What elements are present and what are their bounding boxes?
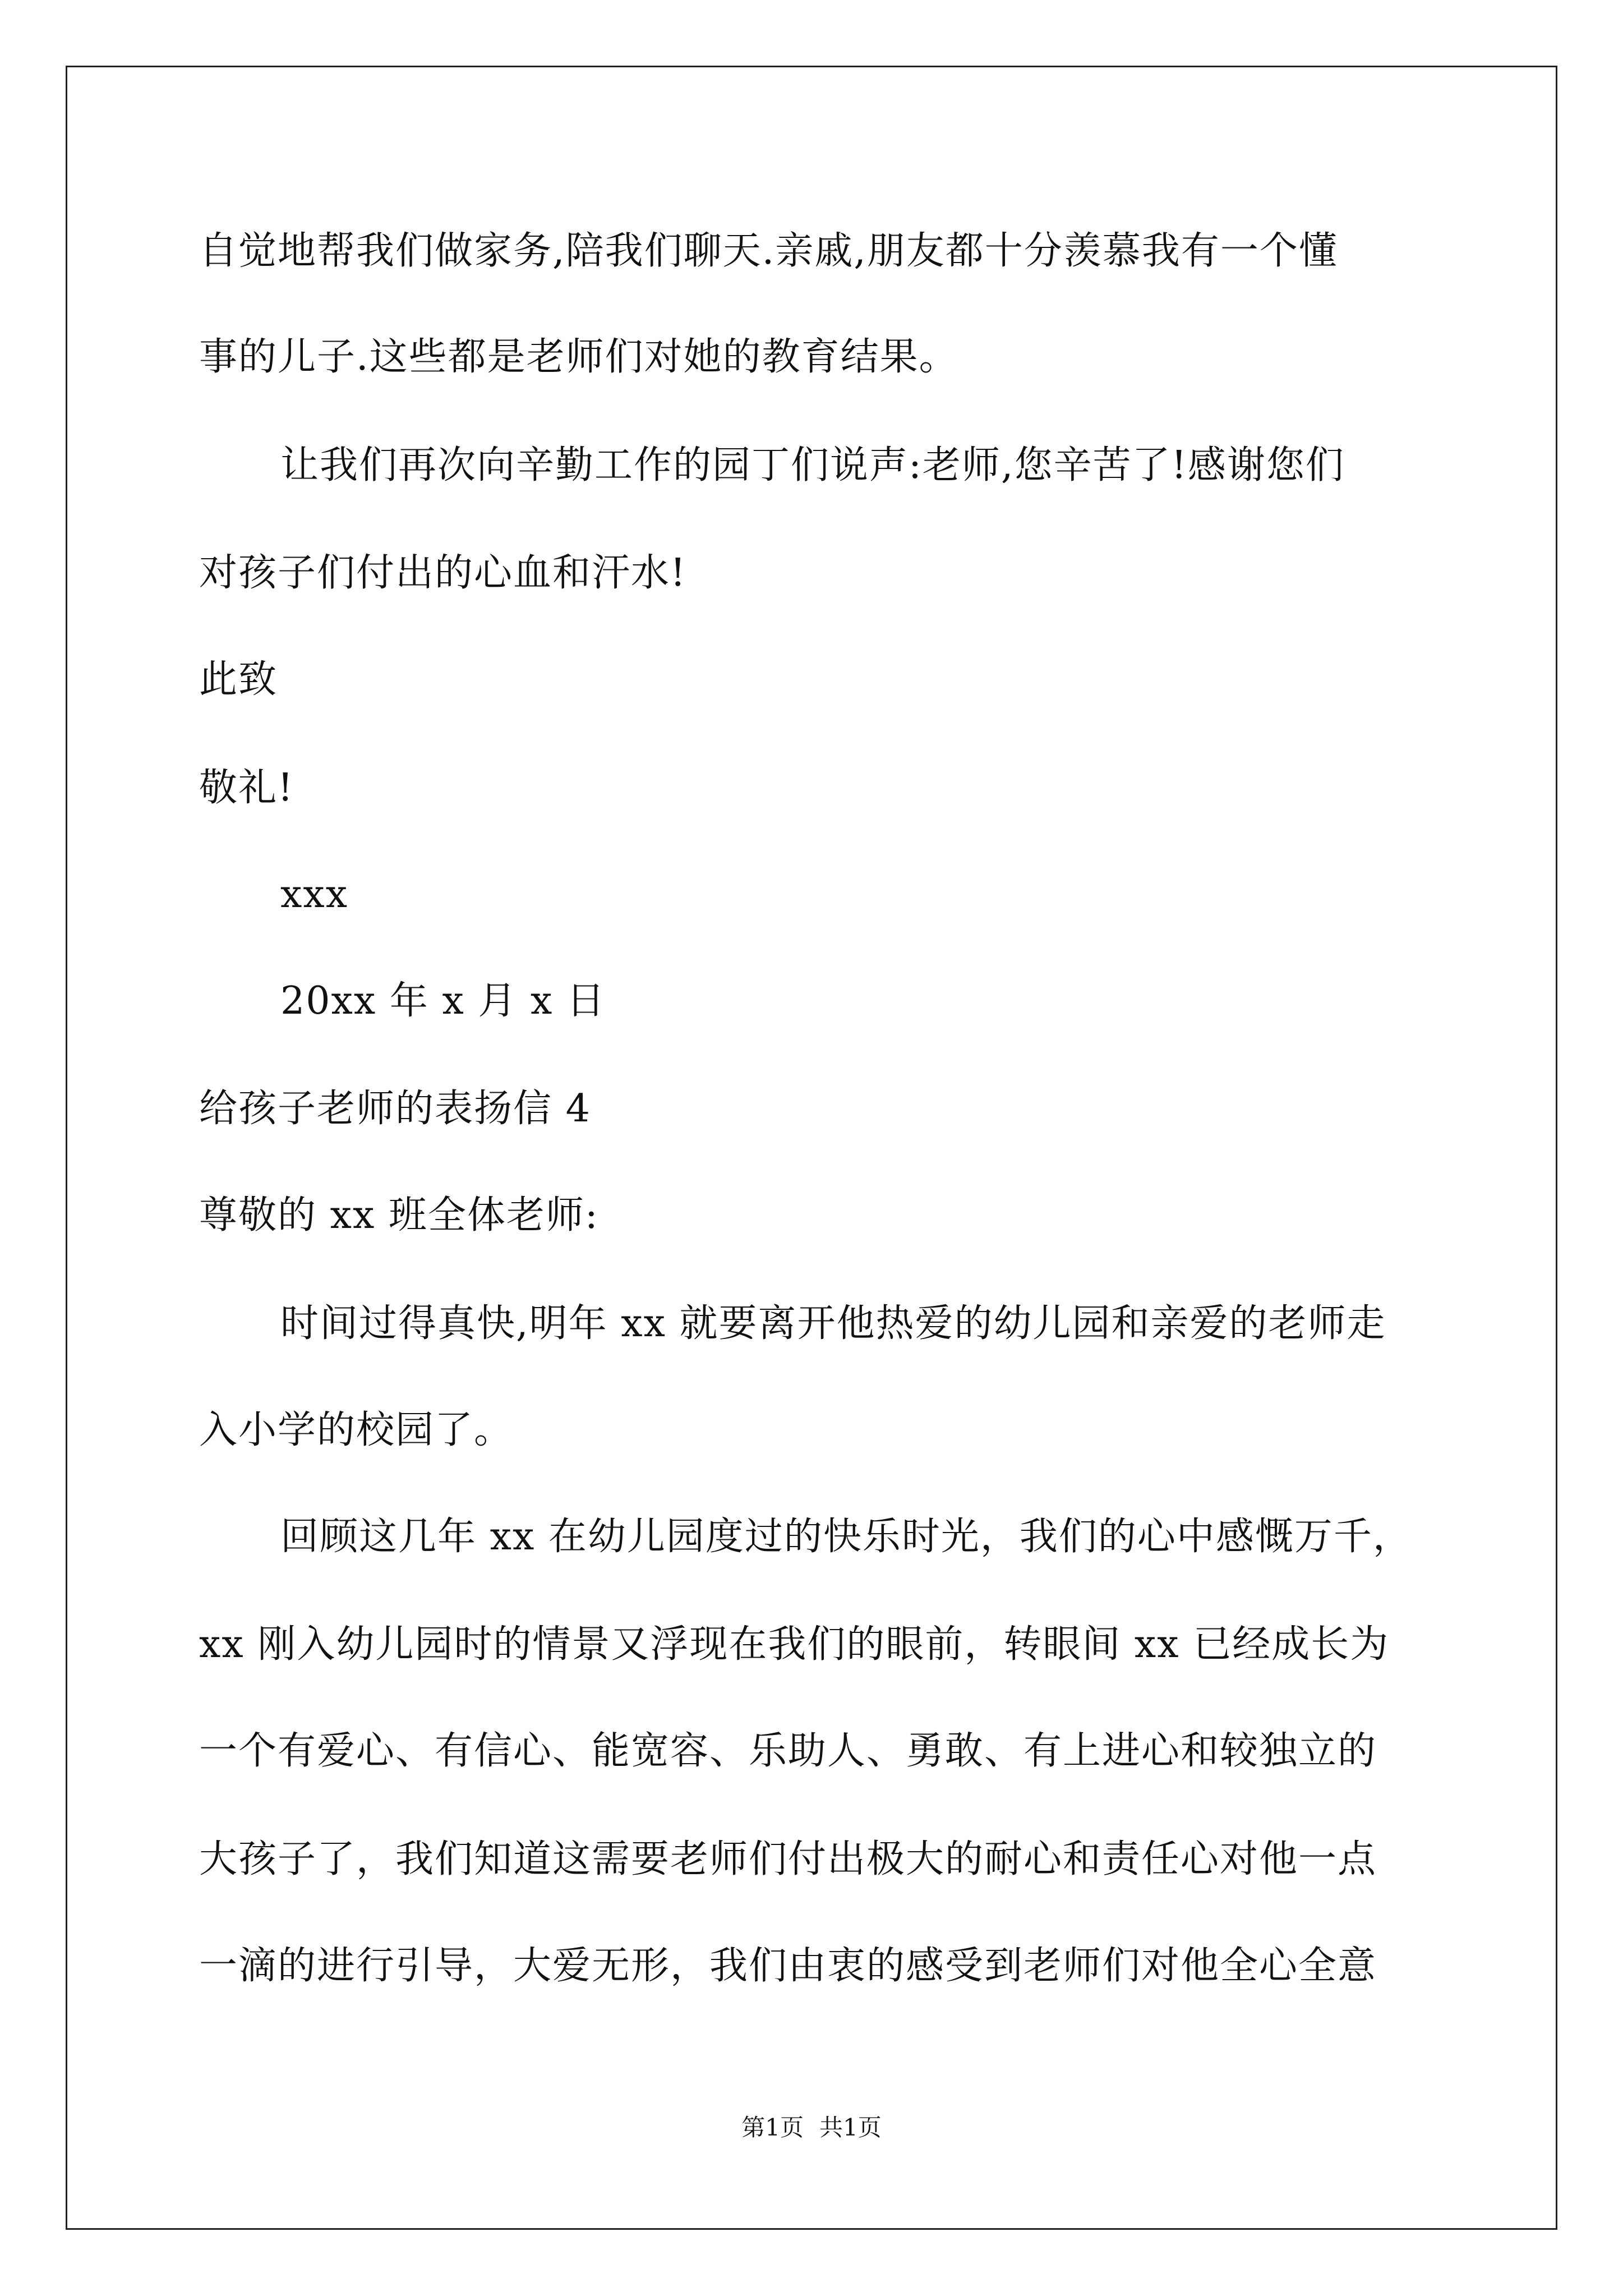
text-line: 事的儿子.这些都是老师们对她的教育结果。: [199, 335, 958, 379]
closing-salutation: 此致: [199, 657, 278, 702]
text-line: 一滴的进行引导，大爱无形，我们由衷的感受到老师们对他全心全意: [199, 1944, 1377, 1988]
text-line: 一个有爱心、有信心、能宽容、乐助人、勇敢、有上进心和较独立的: [199, 1729, 1377, 1773]
page-footer: [0, 2114, 1623, 2142]
text-line: 时间过得真快,明年 xx 就要离开他热爱的幼儿园和亲爱的老师走: [280, 1301, 1386, 1346]
signature: xxx: [280, 872, 349, 917]
text-line: 对孩子们付出的心血和汗水!: [199, 551, 687, 595]
page-number: 第1页: [741, 2114, 804, 2141]
section-title: 给孩子老师的表扬信 4: [199, 1087, 591, 1131]
text-line: 让我们再次向辛勤工作的园丁们说声:老师,您辛苦了!感谢您们: [280, 443, 1345, 487]
closing-regards: 敬礼!: [199, 766, 294, 810]
text-line: 回顾这几年 xx 在幼儿园度过的快乐时光，我们的心中感慨万千，: [280, 1515, 1412, 1559]
text-line: 入小学的校园了。: [199, 1408, 514, 1452]
greeting: 尊敬的 xx 班全体老师:: [199, 1193, 599, 1237]
text-line: 大孩子了，我们知道这需要老师们付出极大的耐心和责任心对他一点: [199, 1837, 1377, 1881]
page-total: 共1页: [819, 2114, 882, 2141]
page-border: [66, 66, 1557, 2230]
text-line: 自觉地帮我们做家务,陪我们聊天.亲戚,朋友都十分羡慕我有一个懂: [199, 229, 1338, 273]
date-line: 20xx 年 x 月 x 日: [280, 979, 606, 1023]
text-line: xx 刚入幼儿园时的情景又浮现在我们的眼前，转眼间 xx 已经成长为: [199, 1622, 1390, 1667]
